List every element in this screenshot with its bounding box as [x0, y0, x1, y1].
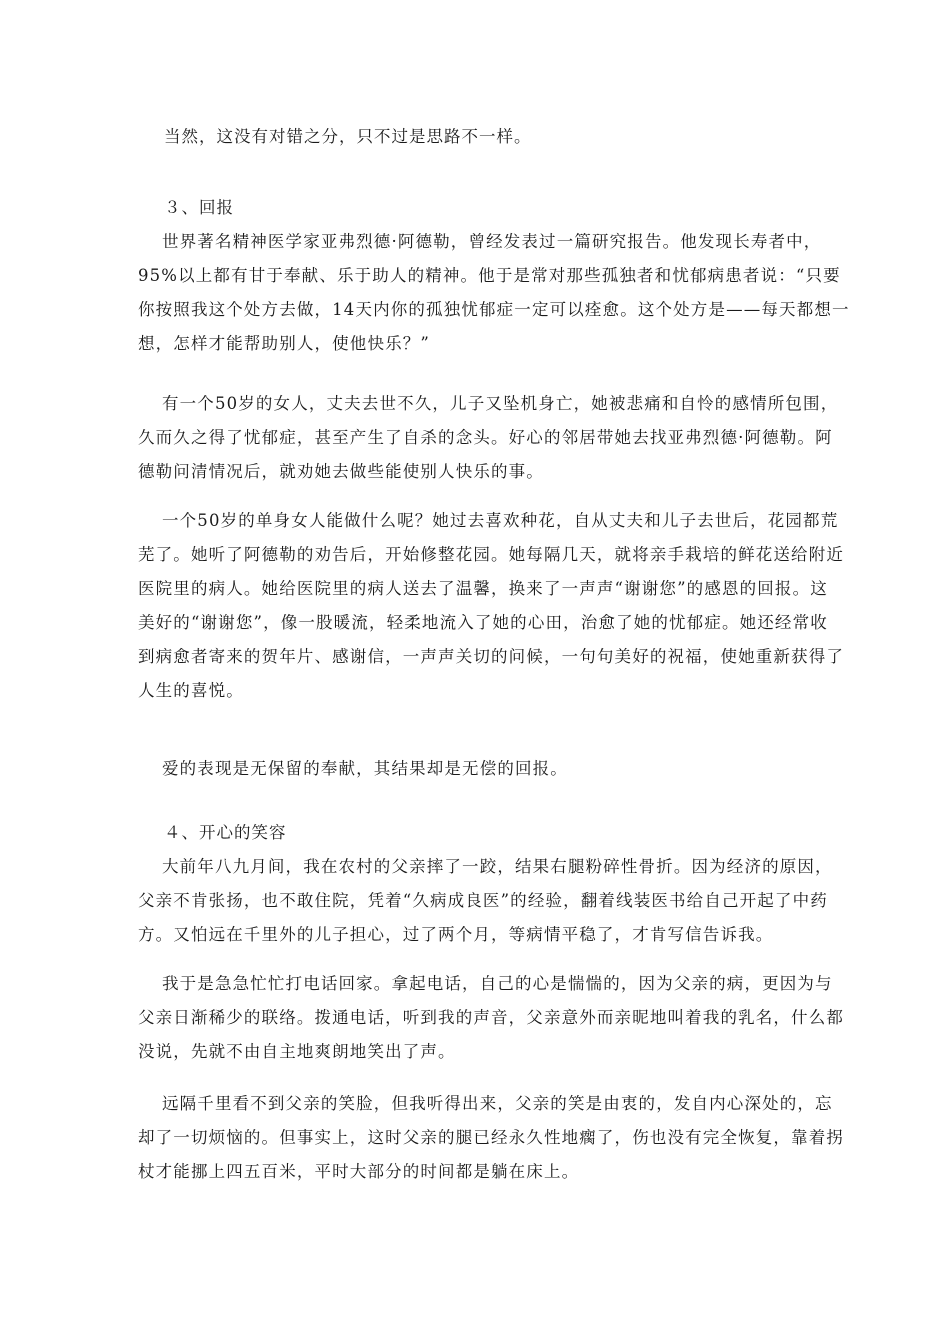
- section-3-heading: ３、回报: [164, 198, 234, 217]
- text-line: 杖才能挪上四五百米，平时大部分的时间都是躺在床上。: [138, 1162, 580, 1181]
- section-4-heading: ４、开心的笑容: [164, 823, 287, 842]
- section-3-paragraph-4: [138, 752, 828, 786]
- text-line: 久而久之得了忧郁症，甚至产生了自杀的念头。好心的邻居带她去找亚弗烈德·阿德勒。阿: [138, 428, 833, 447]
- text-line: 德勒问清情况后，就劝她去做些能使别人快乐的事。: [138, 462, 544, 481]
- text-line: 我于是急急忙忙打电话回家。拿起电话，自己的心是惴惴的，因为父亲的病，更因为与: [162, 974, 833, 993]
- section-4-paragraph-1: [138, 850, 833, 952]
- text-line: 一个50岁的单身女人能做什么呢？她过去喜欢种花，自从丈夫和儿子去世后，花园都荒: [162, 511, 839, 530]
- text-line: 世界著名精神医学家亚弗烈德·阿德勒，曾经发表过一篇研究报告。他发现长寿者中，: [162, 232, 822, 251]
- text-line: 到病愈者寄来的贺年片、感谢信，一声声关切的问候，一句句美好的祝福，使她重新获得了: [138, 647, 844, 666]
- text-line: 父亲不肯张扬，也不敢住院，凭着“久病成良医”的经验，翻着线装医书给自己开起了中药: [138, 891, 828, 910]
- text-line: 没说，先就不由自主地爽朗地笑出了声。: [138, 1042, 456, 1061]
- text-line: 有一个50岁的女人，丈夫去世不久，儿子又坠机身亡，她被悲痛和自怜的感情所包围，: [162, 394, 839, 413]
- text-line: 想，怎样才能帮助别人，使他快乐？”: [138, 334, 430, 353]
- text-line: 你按照我这个处方去做，14天内你的孤独忧郁症一定可以痊愈。这个处方是——每天都想一: [138, 300, 850, 319]
- text-line: 父亲日渐稀少的联络。拨通电话，听到我的声音，父亲意外而亲昵地叫着我的乳名，什么都: [138, 1008, 844, 1027]
- section-3-paragraph-2: [138, 387, 839, 489]
- text-line: 远隔千里看不到父亲的笑脸，但我听得出来，父亲的笑是由衷的，发自内心深处的，忘: [162, 1094, 833, 1113]
- text-line: 医院里的病人。她给医院里的病人送去了温馨，换来了一声声“谢谢您”的感恩的回报。这: [138, 579, 828, 598]
- text-line: 人生的喜悦。: [138, 681, 244, 700]
- text-line: 95%以上都有甘于奉献、乐于助人的精神。他于是常对那些孤独者和忧郁病患者说：“只要: [138, 266, 841, 285]
- section-4-paragraph-2: [138, 967, 844, 1069]
- section-3-paragraph-3: [138, 504, 844, 708]
- section-3-paragraph-1: [138, 225, 850, 361]
- text-line: 芜了。她听了阿德勒的劝告后，开始修整花园。她每隔几天，就将亲手栽培的鲜花送给附近: [138, 545, 844, 564]
- intro-line: 当然，这没有对错之分，只不过是思路不一样。: [164, 127, 532, 146]
- section-4-paragraph-3: [138, 1087, 844, 1189]
- text-line: 美好的“谢谢您”，像一股暖流，轻柔地流入了她的心田，治愈了她的忧郁症。她还经常收: [138, 613, 828, 632]
- text-line: 爱的表现是无保留的奉献，其结果却是无偿的回报。: [162, 759, 568, 778]
- text-line: 方。又怕远在千里外的儿子担心，过了两个月，等病情平稳了，才肯写信告诉我。: [138, 925, 774, 944]
- text-line: 大前年八九月间，我在农村的父亲摔了一跤，结果右腿粉碎性骨折。因为经济的原因，: [162, 857, 833, 876]
- text-line: 却了一切烦恼的。但事实上，这时父亲的腿已经永久性地瘸了，伤也没有完全恢复，靠着拐: [138, 1128, 844, 1147]
